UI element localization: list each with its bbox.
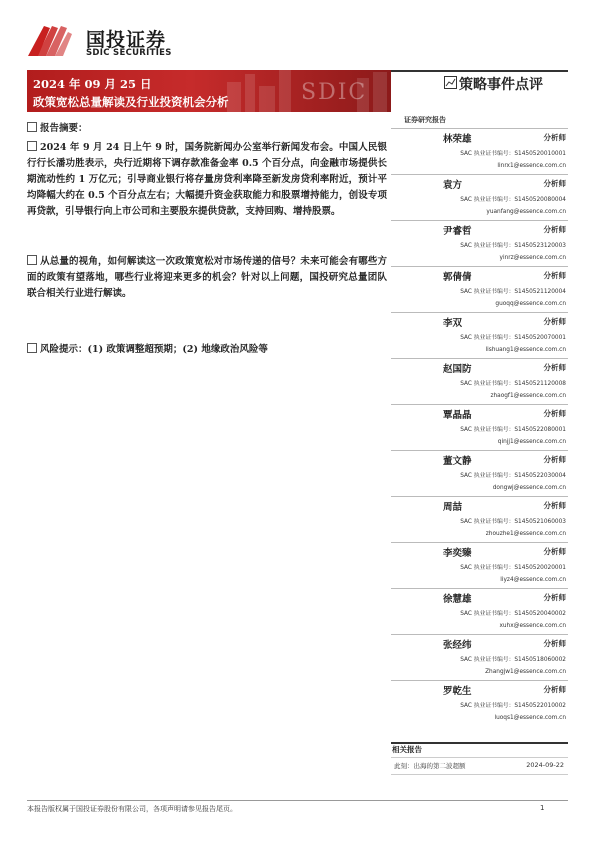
analyst-role: 分析师 [543, 363, 566, 372]
checkbox-icon [27, 122, 37, 132]
chart-icon [444, 76, 457, 89]
analyst-email[interactable]: dongwj@essence.com.cn [492, 485, 566, 491]
analyst-email[interactable]: guoqq@essence.com.cn [495, 301, 566, 307]
analyst-name: 赵国防 [443, 364, 472, 375]
checkbox-icon [27, 141, 37, 151]
analyst-cert: SAC 执业证书编号：S1450521120008 [460, 381, 566, 387]
analyst-cert: SAC 执业证书编号：S1450518060002 [460, 657, 566, 663]
analyst-role: 分析师 [543, 225, 566, 234]
analyst-cert: SAC 执业证书编号：S1450521060003 [460, 519, 566, 525]
analyst-role: 分析师 [543, 409, 566, 418]
related-report-item[interactable] [391, 757, 568, 775]
analyst-email[interactable]: yinrz@essence.com.cn [499, 255, 566, 261]
analyst-cert: SAC 执业证书编号：S1450522030004 [460, 473, 566, 479]
securities-research-label: 证券研究报告 [404, 115, 446, 124]
analyst-block [391, 266, 568, 312]
analyst-email[interactable]: yuanfang@essence.com.cn [486, 209, 566, 215]
analyst-name: 罗乾生 [443, 686, 472, 697]
analyst-block [391, 450, 568, 496]
risk-warning: 风险提示：(1) 政策调整超预期；(2) 地缘政治风险等 [27, 342, 268, 358]
logo-stripes-icon [28, 26, 72, 56]
analyst-name: 张经纬 [443, 640, 472, 651]
analyst-block [391, 312, 568, 358]
banner-watermark: SDIC [301, 80, 368, 105]
analyst-name: 郭倩倩 [443, 272, 472, 283]
analyst-cert: SAC 执业证书编号：S1450522080001 [460, 427, 566, 433]
analyst-email[interactable]: lishuang1@essence.com.cn [485, 347, 566, 353]
analyst-role: 分析师 [543, 639, 566, 648]
analyst-cert: SAC 执业证书编号：S1450521120004 [460, 289, 566, 295]
logo-text-cn: 国投证券 [86, 29, 167, 51]
analyst-email[interactable]: qinjj1@essence.com.cn [497, 439, 566, 445]
analyst-role: 分析师 [543, 547, 566, 556]
analyst-block [391, 404, 568, 450]
analyst-email[interactable]: xuhx@essence.com.cn [499, 623, 566, 629]
analyst-block [391, 542, 568, 588]
analyst-name: 徐慧雄 [443, 594, 472, 605]
related-reports-label: 相关报告 [392, 745, 422, 754]
analyst-block [391, 358, 568, 404]
analyst-name: 袁方 [443, 180, 463, 191]
analyst-name: 覃晶晶 [443, 410, 472, 421]
analyst-cert: SAC 执业证书编号：S1450523120003 [460, 243, 566, 249]
analyst-role: 分析师 [543, 501, 566, 510]
company-logo [28, 24, 198, 60]
analyst-block [391, 220, 568, 266]
analyst-block [391, 496, 568, 542]
checkbox-icon [27, 343, 37, 353]
analyst-email[interactable]: linrx1@essence.com.cn [497, 163, 566, 169]
analyst-email[interactable]: Zhangjw1@essence.com.cn [485, 669, 566, 675]
report-type: 策略事件点评 [459, 77, 543, 93]
analyst-block [391, 680, 568, 726]
logo-text-en: SDIC SECURITIES [86, 48, 172, 58]
analyst-cert: SAC 执业证书编号：S1450520040002 [460, 611, 566, 617]
analyst-cert: SAC 执业证书编号：S1450522010002 [460, 703, 566, 709]
report-title: 政策宽松总量解读及行业投资机会分析 [33, 95, 229, 109]
analyst-role: 分析师 [543, 271, 566, 280]
report-type-rule [391, 70, 568, 72]
analyst-block [391, 588, 568, 634]
report-date: 2024 年 09 月 25 日 [33, 77, 152, 91]
analyst-name: 李奕臻 [443, 548, 472, 559]
footer-rule [27, 800, 568, 801]
analyst-cert: SAC 执业证书编号：S1450520020001 [460, 565, 566, 571]
related-report-date: 2024-09-22 [526, 761, 564, 769]
footer-disclaimer: 本报告版权属于国投证券股份有限公司，各项声明请参见报告尾页。 [27, 805, 237, 813]
analyst-cert: SAC 执业证书编号：S1450520080004 [460, 197, 566, 203]
analyst-email[interactable]: zhouzhe1@essence.com.cn [485, 531, 566, 537]
analyst-cert: SAC 执业证书编号：S1450520010001 [460, 151, 566, 157]
related-report-title[interactable]: 此刻：出海的第二波超额 [394, 762, 466, 770]
analyst-cert: SAC 执业证书编号：S1450520070001 [460, 335, 566, 341]
analyst-role: 分析师 [543, 133, 566, 142]
analyst-name: 李双 [443, 318, 463, 329]
summary-paragraph-2: 从总量的视角，如何解读这一次政策宽松对市场传递的信号？未来可能会有哪些方面的政策有望落地，哪些行业将迎来更多的机会？针对以上问题，国投研究总量团队联合相关行业进行解读。 [27, 256, 387, 299]
summary-heading: 报告摘要： [27, 121, 88, 137]
title-banner [27, 70, 391, 112]
page-number: 1 [540, 804, 545, 812]
analyst-name: 董文静 [443, 456, 472, 467]
analyst-email[interactable]: liyz4@essence.com.cn [500, 577, 566, 583]
analyst-role: 分析师 [543, 685, 566, 694]
analyst-block [391, 634, 568, 680]
summary-paragraph-1: 2024 年 9 月 24 日上午 9 时，国务院新闻办公室举行新闻发布会。中国人民银行行长潘功胜表示，央行近期将下调存款准备金率 0.5 个百分点，向金融市场提供长期流动性约 1 万亿元；引导商业银行将存量房贷利率降至新发房贷利率附近，预计平均降幅大约在 0.5 个百分点左右；大幅提升资金获取能力和股票增持能力，创设专项再贷款，引导银行向上市公司和主要股东提供贷款，支持回购、增持股票。 [27, 142, 387, 217]
analyst-email[interactable]: luoqs1@essence.com.cn [494, 715, 566, 721]
analyst-role: 分析师 [543, 593, 566, 602]
analyst-name: 林荣雄 [443, 134, 472, 145]
checkbox-icon [27, 255, 37, 265]
analyst-name: 尹睿哲 [443, 226, 472, 237]
analyst-block [391, 128, 568, 174]
analyst-email[interactable]: zhaogf1@essence.com.cn [490, 393, 566, 399]
analyst-block [391, 174, 568, 220]
analyst-name: 周喆 [443, 502, 463, 513]
analyst-role: 分析师 [543, 179, 566, 188]
analyst-role: 分析师 [543, 455, 566, 464]
analyst-role: 分析师 [543, 317, 566, 326]
